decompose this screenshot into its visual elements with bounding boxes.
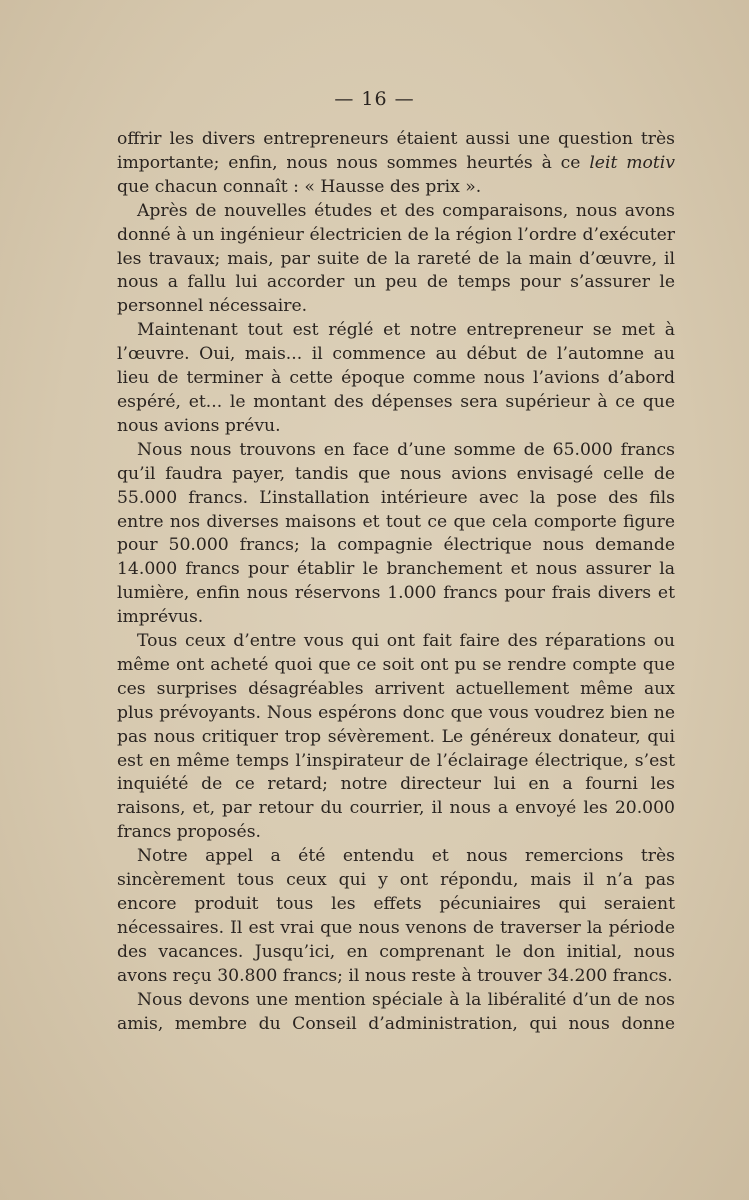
paragraph-1 (117, 128, 675, 200)
paragraph-7: Nous devons une mention spéciale à la libéralité d’un de nos amis, membre du Conseil d’administration, qui nous donne (117, 989, 675, 1034)
paragraph-5: Tous ceux d’entre vous qui ont fait faire des réparations ou même ont acheté quoi que ce soit ont pu se rendre compte que ces surprises désagréables arrivent actuellement même aux plus prévoyants. Nous espérons donc que vous voudrez bien ne pas nous critiquer trop sévèrement. Le généreux donateur, qui est en même temps l’inspirateur de l’éclairage électrique, s’est inquiété de ce retard; notre directeur lui en a fourni les raisons, et, par retour du courrier, il nous a envoyé les 20.000 francs proposés. (117, 631, 675, 843)
paragraph-3: Maintenant tout est réglé et notre entrepreneur se met à l’œuvre. Oui, mais... il commence au début de l’automne au lieu de terminer à cette époque comme nous l’avions d’abord espéré, et... le montant des dépenses sera supérieur à ce que nous avions prévu. (117, 320, 675, 436)
paragraph-6: Notre appel a été entendu et nous remercions très sincèrement tous ceux qui y ont répondu, mais il n’a pas encore produit tous les effets pécuniaires qui seraient nécessaires. Il est vrai que nous venons de traverser la période des vacances. Jusqu’ici, en comprenant le don initial, nous avons reçu 30.800 francs; il nous reste à trouver 34.200 francs. (117, 846, 675, 986)
paragraph-1-text-end: que chacun connaît : « Hausse des prix ». (117, 176, 482, 197)
body-text (117, 128, 675, 1036)
paragraph-4: Nous nous trouvons en face d’une somme de 65.000 francs qu’il faudra payer, tandis que nous avions envisagé celle de 55.000 francs. L’installation intérieure avec la pose des fils entre nos diverses maisons et tout ce que cela comporte figure pour 50.000 francs; la compagnie électrique nous demande 14.000 francs pour établir le branchement et nous assurer la lumière, enfin nous réservons 1.000 francs pour frais divers et imprévus. (117, 439, 675, 628)
paragraph-2: Après de nouvelles études et des comparaisons, nous avons donné à un ingénieur électricien de la région l’ordre d’exécuter les travaux; mais, par suite de la rareté de la main d’œuvre, il nous a fallu lui accorder un peu de temps pour s’assurer le personnel nécessaire. (117, 200, 675, 317)
paragraph-1-italic: leit motiv (589, 152, 675, 173)
page-number: — 16 — (334, 88, 415, 110)
paragraph-1-text: offrir les divers entrepreneurs étaient aussi une question très importante; enfin, nous nous sommes heurtés à ce (117, 129, 675, 173)
